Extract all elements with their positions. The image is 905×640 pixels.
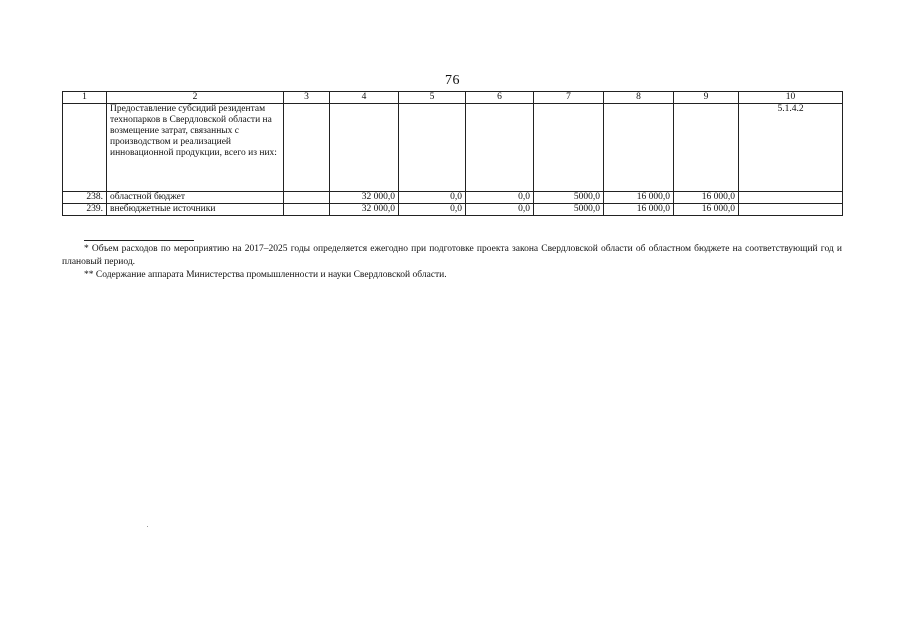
row-value: 32 000,0 (330, 204, 399, 216)
row-value: 32 000,0 (330, 192, 399, 204)
empty-cell (466, 104, 534, 192)
row-value (284, 204, 330, 216)
table-row (63, 192, 843, 204)
target-code: 5.1.4.2 (739, 104, 843, 192)
row-value: 16 000,0 (604, 192, 674, 204)
table-row (63, 204, 843, 216)
header-cell: 5 (399, 92, 466, 104)
row-number: 238. (63, 192, 107, 204)
empty-cell (674, 104, 739, 192)
scan-speck (147, 526, 148, 527)
footnote-2: ** Содержание аппарата Министерства промышленности и науки Свердловской области. (84, 270, 447, 280)
footnote-1: * Объем расходов по мероприятию на 2017–2025 годы определяется ежегодно при подготовке проекта закона Свердловской области об областном бюджете на соответствующий год и плановый период. (62, 244, 842, 267)
header-cell: 1 (63, 92, 107, 104)
footnote-divider (84, 240, 194, 241)
row-value: 5000,0 (534, 192, 604, 204)
row-value: 16 000,0 (604, 204, 674, 216)
header-cell: 8 (604, 92, 674, 104)
header-cell: 6 (466, 92, 534, 104)
row-value: 0,0 (399, 192, 466, 204)
empty-cell (399, 104, 466, 192)
header-cell: 9 (674, 92, 739, 104)
row-value: 16 000,0 (674, 204, 739, 216)
header-cell: 10 (739, 92, 843, 104)
empty-cell (604, 104, 674, 192)
row-value (284, 192, 330, 204)
page-number: 76 (445, 73, 460, 88)
empty-cell (534, 104, 604, 192)
empty-cell (63, 104, 107, 192)
row-value: 0,0 (466, 204, 534, 216)
header-cell: 3 (284, 92, 330, 104)
row-name: внебюджетные источники (107, 204, 284, 216)
measure-description: Предоставление субсидий резидентам технопарков в Свердловской области на возмещение затрат, связанных с производством и реализацией инновационной продукции, всего из них: (107, 104, 284, 192)
empty-cell (330, 104, 399, 192)
header-cell: 2 (107, 92, 284, 104)
row-value (739, 192, 843, 204)
header-row (63, 92, 843, 104)
row-value: 16 000,0 (674, 192, 739, 204)
description-row (63, 104, 843, 192)
row-value: 0,0 (466, 192, 534, 204)
header-cell: 4 (330, 92, 399, 104)
row-number: 239. (63, 204, 107, 216)
row-value: 0,0 (399, 204, 466, 216)
header-cell: 7 (534, 92, 604, 104)
row-value (739, 204, 843, 216)
row-value: 5000,0 (534, 204, 604, 216)
row-name: областной бюджет (107, 192, 284, 204)
budget-table (62, 91, 843, 216)
footnotes (62, 240, 842, 282)
empty-cell (284, 104, 330, 192)
